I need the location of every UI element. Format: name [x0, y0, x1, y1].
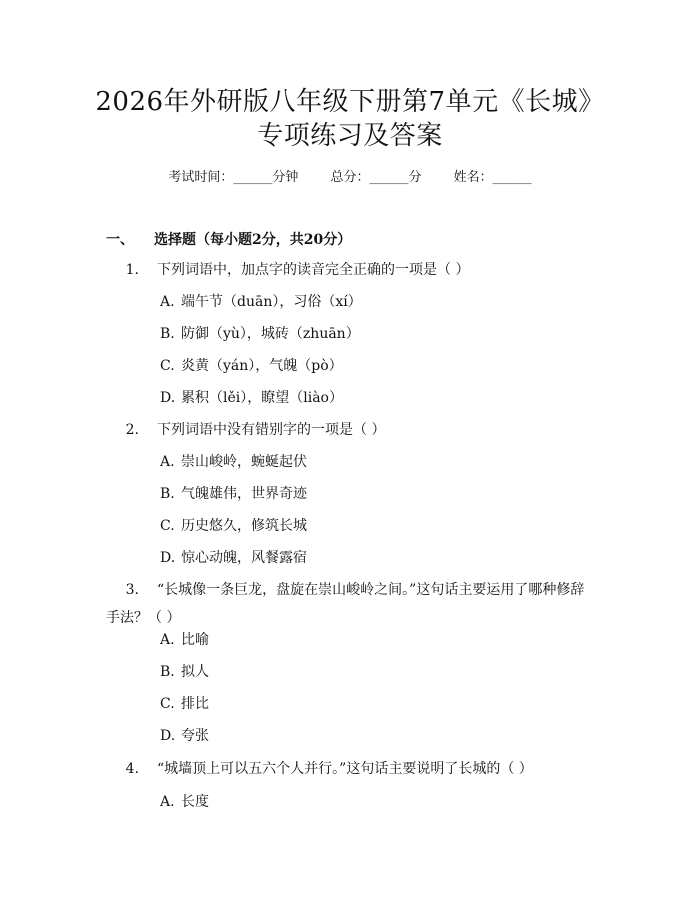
- option-text: 夸张: [181, 728, 209, 744]
- question-number: 1.: [125, 262, 139, 278]
- option-3a: [160, 630, 209, 650]
- option-letter: A.: [160, 454, 175, 470]
- question-3: [106, 576, 600, 632]
- option-2b: [160, 484, 307, 504]
- option-text: 端午节（duān），习俗（xí）: [181, 294, 362, 310]
- question-text: 下列词语中，加点字的读音完全正确的一项是（ ）: [157, 262, 470, 278]
- section-heading: [106, 230, 351, 250]
- option-letter: A.: [160, 294, 175, 310]
- option-text: 拟人: [181, 664, 209, 680]
- option-text: 比喻: [181, 632, 209, 648]
- option-1d: [160, 388, 343, 408]
- question-text: “城墙顶上可以五六个人并行。”这句话主要说明了长城的（ ）: [157, 761, 533, 777]
- question-1: [106, 256, 600, 284]
- option-text: 崇山峻岭，蜿蜒起伏: [181, 454, 307, 470]
- exam-time-field: 考试时间：______分钟: [168, 170, 299, 185]
- question-text-line2: 手法？（ ）: [106, 610, 181, 626]
- option-text: 历史悠久，修筑长城: [181, 518, 307, 534]
- option-text: 防御（yù），城砖（zhuān）: [181, 326, 360, 342]
- score-field: 总分：______分: [330, 170, 422, 185]
- option-text: 累积（lěi），瞭望（liào）: [181, 390, 343, 406]
- section-number: 一、: [106, 232, 134, 248]
- option-letter: B.: [160, 664, 175, 680]
- page-title-line2: 专项练习及答案: [257, 121, 443, 151]
- option-text: 炎黄（yán），气魄（pò）: [181, 358, 343, 374]
- question-4: [106, 755, 600, 783]
- option-text: 气魄雄伟，世界奇迹: [181, 486, 307, 502]
- question-number: 4.: [125, 761, 139, 777]
- option-3b: [160, 662, 209, 682]
- name-field: 姓名：______: [453, 170, 532, 185]
- question-text: 下列词语中没有错别字的一项是（ ）: [157, 422, 386, 438]
- option-letter: D.: [160, 728, 176, 744]
- question-2: [106, 416, 600, 444]
- option-letter: A.: [160, 632, 175, 648]
- question-number: 2.: [125, 422, 139, 438]
- option-letter: C.: [160, 358, 175, 374]
- option-letter: D.: [160, 550, 176, 566]
- option-letter: C.: [160, 518, 175, 534]
- option-letter: B.: [160, 486, 175, 502]
- option-4a: [160, 792, 209, 812]
- option-1a: [160, 292, 362, 312]
- option-3c: [160, 694, 209, 714]
- option-text: 长度: [181, 794, 209, 810]
- option-2c: [160, 516, 307, 536]
- option-3d: [160, 726, 209, 746]
- option-text: 排比: [181, 696, 209, 712]
- section-label: 选择题（每小题2分，共20分）: [154, 232, 352, 248]
- option-letter: A.: [160, 794, 175, 810]
- option-1b: [160, 324, 360, 344]
- option-2d: [160, 548, 307, 568]
- option-2a: [160, 452, 307, 472]
- option-text: 惊心动魄，风餐露宿: [181, 550, 307, 566]
- option-letter: B.: [160, 326, 175, 342]
- question-text-line1: “长城像一条巨龙，盘旋在崇山峻岭之间。”这句话主要运用了哪种修辞: [157, 582, 585, 598]
- option-letter: D.: [160, 390, 176, 406]
- option-letter: C.: [160, 696, 175, 712]
- question-number: 3.: [125, 582, 139, 598]
- exam-meta: [0, 169, 700, 187]
- page-title-line1: 2026年外研版八年级下册第7单元《长城》: [95, 87, 605, 117]
- option-1c: [160, 356, 343, 376]
